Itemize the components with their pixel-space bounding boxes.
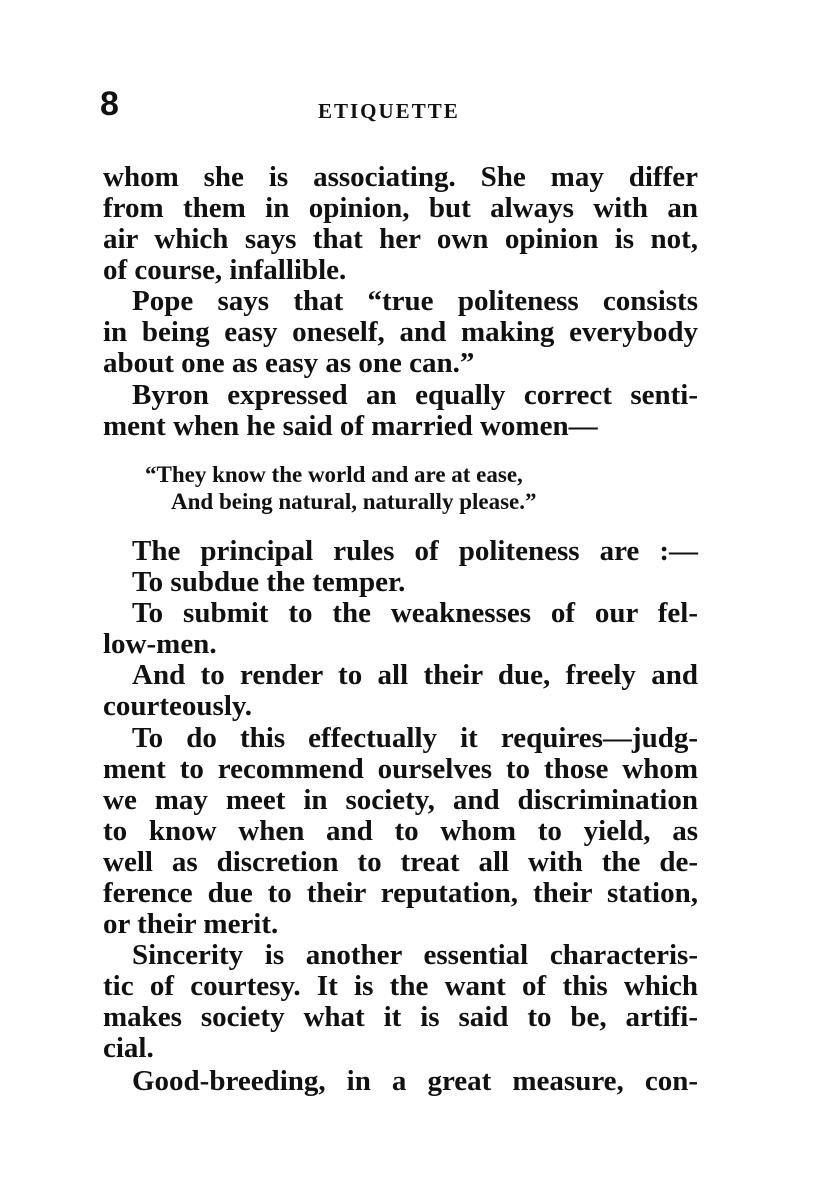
text-line: Pope says that “true politeness consists [132, 285, 698, 317]
text-line: The principal rules of politeness are :— [132, 535, 698, 567]
text-line: ment when he said of married women— [103, 410, 598, 442]
text-line: to know when and to whom to yield, as [103, 815, 698, 847]
text-line: To do this effectually it requires—judg- [132, 722, 698, 754]
text-line: of course, infallible. [103, 254, 347, 286]
text-line: ment to recommend ourselves to those whom [103, 753, 698, 785]
text-line: about one as easy as one can.” [103, 347, 475, 379]
text-line: we may meet in society, and discrimination [103, 784, 698, 816]
verse-line: And being natural, naturally please.” [171, 489, 537, 514]
text-line: courteously. [103, 690, 253, 722]
text-line: Good-breeding, in a great measure, con- [132, 1065, 698, 1097]
text-line: or their merit. [103, 908, 279, 940]
text-line: air which says that her own opinion is not, [103, 223, 698, 255]
running-title: ETIQUETTE [318, 99, 460, 123]
page-number: 8 [100, 85, 119, 123]
text-line: And to render to all their due, freely and [132, 659, 698, 691]
text-line: Sincerity is another essential characteris- [132, 939, 698, 971]
text-line: whom she is associating. She may differ [103, 161, 698, 193]
text-line: cial. [103, 1032, 154, 1064]
text-line: in being easy oneself, and making everybody [103, 316, 698, 348]
verse-line: “They know the world and are at ease, [145, 462, 523, 487]
text-line: Byron expressed an equally correct senti- [132, 379, 698, 411]
text-line: makes society what it is said to be, artifi- [103, 1001, 698, 1033]
text-line: low-men. [103, 628, 217, 660]
text-line: To subdue the temper. [132, 566, 406, 598]
text-line: well as discretion to treat all with the de- [103, 846, 698, 878]
text-line: tic of courtesy. It is the want of this which [103, 970, 698, 1002]
text-line: from them in opinion, but always with an [103, 192, 698, 224]
text-line: To submit to the weaknesses of our fel- [132, 597, 698, 629]
text-line: ference due to their reputation, their station, [103, 877, 698, 909]
